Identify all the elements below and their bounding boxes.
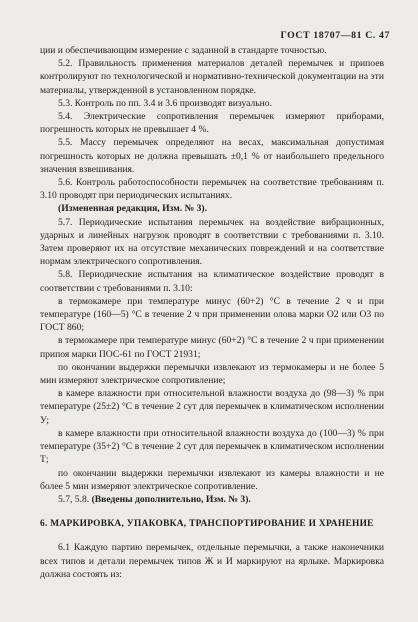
amendment-bold: (Введены дополнительно, Изм. № 3). <box>91 493 251 505</box>
paragraph-continuation: ции и обеспечивающим измерение с заданной в стандарте точностью. <box>40 45 327 56</box>
amendment-ref: 5.7, 5.8. <box>58 493 92 505</box>
document-body <box>40 44 384 581</box>
page-header: ГОСТ 18707—81 С. 47 <box>280 30 390 41</box>
paragraph-5-2: 5.2. Правильность применения материалов деталей перемычек и припоев контролируют по технологической и нормативно-технической документации на эти материалы, утвержденной в установленном порядке. <box>40 58 384 96</box>
list-item-thermo-1: в термокамере при температуре минус (60+2) °C в течение 2 ч и при температуре (160—5) °C в течение 2 ч при применении олова марки О2 или О3 по ГОСТ 860; <box>40 295 384 334</box>
paragraph-5-3: 5.3. Контроль по пп. 3.4 и 3.6 производят визуально. <box>58 97 272 109</box>
amendment-note-added <box>40 493 384 506</box>
paragraph-5-8: 5.8. Периодические испытания на климатическое воздействие проводят в соответствии с требованиями п. 3.10: <box>40 269 384 294</box>
paragraph-5-5: 5.5. Массу перемычек определяют на весах, максимальная допустимая погрешность которых не должна превышать ±0,1 % от наибольшего предельного значения взвешивания. <box>40 137 384 175</box>
list-item-humidity-measure: по окончании выдержки перемычки извлекают из камеры влажности и не более 5 мин измеряют электрическое сопротивление. <box>40 467 384 492</box>
paragraph-5-6: 5.6. Контроль работоспособности перемычек на соответствие требованиям п. 3.10 проводят при периодических испытаниях. <box>40 177 384 202</box>
list-item-humidity-u: в камере влажности при относительной влажности воздуха до (98—3) % при температуре (25±2) °C в течение 2 сут для перемычек в климатическом исполнении У; <box>40 388 384 426</box>
paragraph-6-1: 6.1 Каждую партию перемычек, отдельные перемычки, а также наконечники всех типов и детали перемычек типов Ж и И маркируют на ярлыке. Маркировка должна состоять из: <box>40 542 384 580</box>
section-title: 6. МАРКИРОВКА, УПАКОВКА, ТРАНСПОРТИРОВАНИЕ И ХРАНЕНИЕ <box>40 519 374 530</box>
paragraph-5-7: 5.7. Периодические испытания перемычек на воздействие вибрационных, ударных и линейных нагрузок проводят в соответствии с требованиями п. 3.10. Затем проверяют их на отсутствие механических повреждений и на соответствие нормам электрического сопротивления. <box>40 216 384 268</box>
paragraph-5-4: 5.4. Электрические сопротивления перемычек измеряют приборами, погрешность которых не превышает 4 %. <box>40 111 384 136</box>
list-item-thermo-2: в термокамере при температуре минус (60+2) °C в течение 2 ч при применении припоя марки ПОС-61 по ГОСТ 21931; <box>40 335 384 360</box>
list-item-thermo-measure: по окончании выдержки перемычки извлекают из термокамеры и не более 5 мин измеряют электрическое сопротивление; <box>40 361 384 387</box>
list-item-humidity-t: в камере влажности при относительной влажности воздуха до (100—3) % при температуре (35+2) °C в течение 2 сут для перемычек в климатическом исполнении Т; <box>40 427 384 466</box>
amendment-note: (Измененная редакция, Изм. № 3). <box>58 203 208 215</box>
